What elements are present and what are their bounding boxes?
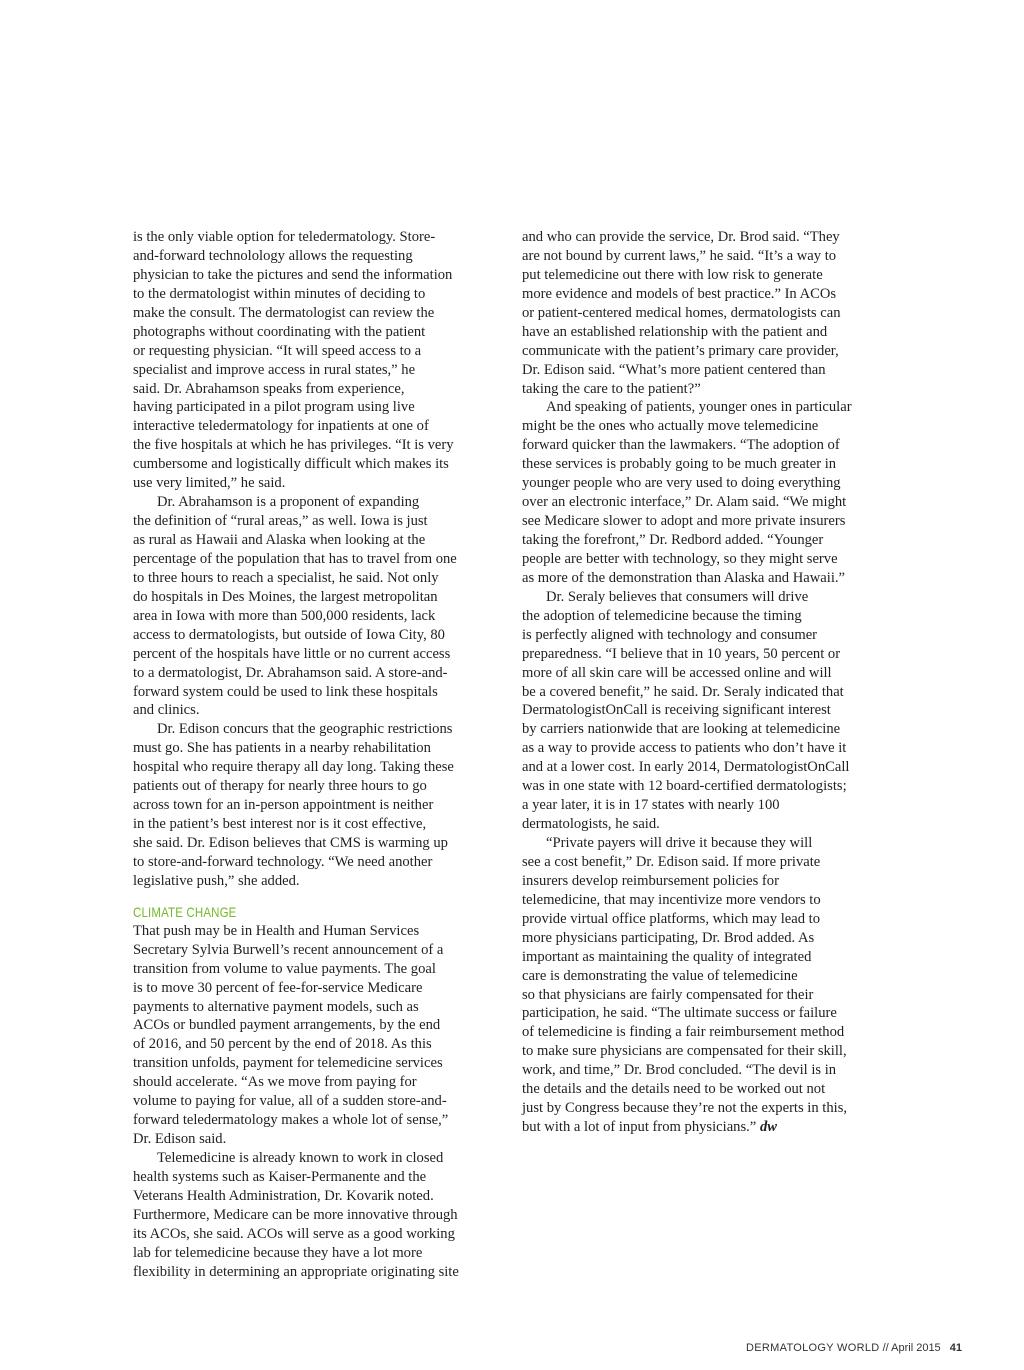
article-left-column [133, 228, 505, 1282]
line-text: people are better with technology, so they might serve [522, 550, 838, 567]
line-text: be a covered benefit,” he said. Dr. Seraly indicated that [522, 683, 844, 700]
line-text: is the only viable option for teledermatology. Store- [133, 229, 436, 245]
text-line [522, 531, 894, 550]
line-text: and clinics. [133, 702, 200, 719]
line-text: as rural as Hawaii and Alaska when looking at the [133, 532, 426, 548]
line-text: younger people who are very used to doing everything [522, 475, 841, 492]
line-text: but with a lot of input from physicians.” [522, 1119, 757, 1136]
line-text: work, and time,” Dr. Brod concluded. “The devil is in [522, 1062, 837, 1079]
line-text: DermatologistOnCall is receiving significant interest [522, 702, 831, 719]
line-text: taking the care to the patient?” [522, 380, 701, 397]
text-line [133, 1187, 505, 1206]
line-text: was in one state with 12 board-certified dermatologists; [522, 778, 847, 795]
issue-date: April 2015 [891, 1342, 941, 1354]
line-text: or patient-centered medical homes, dermatologists can [522, 304, 841, 321]
line-text: percentage of the population that has to travel from one [133, 550, 457, 567]
line-text: That push may be in Health and Human Services [133, 922, 420, 939]
line-text: having participated in a pilot program using live [133, 399, 415, 416]
line-text: to make sure physicians are compensated for their skill, [522, 1043, 847, 1060]
text-line [522, 550, 894, 569]
line-text: transition from volume to value payments. The goal [133, 960, 436, 977]
text-line [522, 910, 894, 929]
text-line [133, 1225, 505, 1244]
page-footer [746, 1342, 962, 1354]
text-line [133, 342, 505, 361]
line-text: provide virtual office platforms, which may lead to [522, 910, 821, 927]
text-line [133, 998, 505, 1017]
text-line [133, 361, 505, 380]
line-text: of telemedicine is finding a fair reimbursement method [522, 1024, 845, 1041]
line-text: ACOs or bundled payment arrangements, by the end [133, 1017, 441, 1034]
text-line [522, 588, 894, 607]
text-line [133, 1016, 505, 1035]
text-line [133, 285, 505, 304]
text-line [522, 948, 894, 967]
line-text: area in Iowa with more than 500,000 residents, lack [133, 607, 436, 624]
text-line [133, 777, 505, 796]
line-text: insurers develop reimbursement policies for [522, 872, 779, 889]
text-line [133, 853, 505, 872]
line-text: as a way to provide access to patients who don’t have it [522, 740, 847, 757]
text-line [133, 834, 505, 853]
text-line [133, 1168, 505, 1187]
line-text: participation, he said. “The ultimate success or failure [522, 1005, 837, 1022]
text-line [522, 986, 894, 1005]
text-line [522, 398, 894, 417]
line-text: lab for telemedicine because they have a lot more [133, 1244, 423, 1261]
line-text: the adoption of telemedicine because the timing [522, 607, 802, 624]
text-line [522, 474, 894, 493]
line-text: Dr. Seraly believes that consumers will drive [546, 588, 809, 605]
text-line [522, 967, 894, 986]
text-line [133, 323, 505, 342]
line-text: payments to alternative payment models, such as [133, 998, 419, 1015]
line-text: in the patient’s best interest nor is it cost effective, [133, 816, 427, 833]
line-text: access to dermatologists, but outside of Iowa City, 80 [133, 626, 445, 643]
text-line [133, 607, 505, 626]
text-line [133, 1244, 505, 1263]
text-line [133, 1263, 505, 1282]
text-line [522, 701, 894, 720]
text-line [133, 266, 505, 285]
text-line [522, 1042, 894, 1061]
line-text: Secretary Sylvia Burwell’s recent announcement of a [133, 941, 444, 958]
line-text: the five hospitals at which he has privileges. “It is very [133, 437, 454, 454]
text-line [133, 626, 505, 645]
line-text: to store-and-forward technology. “We need another [133, 853, 433, 870]
line-text: Dr. Edison said. “What’s more patient centered than [522, 361, 826, 378]
text-line [522, 720, 894, 739]
text-line [522, 512, 894, 531]
text-line [522, 380, 894, 399]
line-text: cumbersome and logistically difficult which makes its [133, 456, 449, 473]
text-line [133, 960, 505, 979]
text-line [522, 266, 894, 285]
line-text: to three hours to reach a specialist, he said. Not only [133, 569, 439, 586]
section-heading: CLIMATE CHANGE [133, 903, 237, 920]
text-line [133, 512, 505, 531]
text-line [522, 1118, 894, 1137]
line-text: so that physicians are fairly compensated for their [522, 986, 814, 1003]
line-text: volume to paying for value, all of a sudden store-and- [133, 1093, 447, 1110]
line-text: forward quicker than the lawmakers. “The adoption of [522, 437, 840, 454]
text-line [522, 323, 894, 342]
line-text: just by Congress because they’re not the experts in this, [522, 1100, 848, 1117]
text-line [522, 758, 894, 777]
line-text: patients out of therapy for nearly three hours to go [133, 778, 427, 795]
line-text: Dr. Edison concurs that the geographic restrictions [157, 721, 453, 738]
line-text: see Medicare slower to adopt and more private insurers [522, 513, 846, 530]
line-text: forward teledermatology makes a whole lot of sense,” [133, 1112, 449, 1129]
line-text: more evidence and models of best practice.” In ACOs [522, 285, 837, 302]
text-line [522, 1080, 894, 1099]
line-text: to the dermatologist within minutes of deciding to [133, 285, 426, 302]
text-line [522, 1099, 894, 1118]
text-line [133, 1092, 505, 1111]
text-line [522, 739, 894, 758]
line-text: and who can provide the service, Dr. Brod said. “They [522, 229, 840, 245]
text-line [133, 247, 505, 266]
text-line [133, 796, 505, 815]
line-text: should accelerate. “As we move from paying for [133, 1074, 417, 1091]
line-text: interactive teledermatology for inpatients at one of [133, 418, 429, 435]
line-text: over an electronic interface,” Dr. Alam said. “We might [522, 494, 847, 511]
line-text: And speaking of patients, younger ones in particular [546, 399, 852, 416]
line-text: as more of the demonstration than Alaska and Hawaii.” [522, 569, 845, 586]
line-text: the definition of “rural areas,” as well. Iowa is just [133, 513, 428, 530]
text-line [133, 588, 505, 607]
text-line [133, 941, 505, 960]
text-line [133, 1206, 505, 1225]
text-line [133, 739, 505, 758]
line-text: said. Dr. Abrahamson speaks from experience, [133, 380, 405, 397]
line-text: taking the forefront,” Dr. Redbord added. “Younger [522, 532, 824, 548]
text-line [522, 228, 894, 247]
line-text: photographs without coordinating with the patient [133, 323, 426, 340]
text-line [522, 853, 894, 872]
text-line [522, 777, 894, 796]
line-text: forward system could be used to link these hospitals [133, 683, 438, 700]
line-text: by carriers nationwide that are looking at telemedicine [522, 721, 841, 738]
text-line [133, 455, 505, 474]
line-text: is perfectly aligned with technology and consumer [522, 626, 818, 643]
text-line [522, 891, 894, 910]
line-text: and at a lower cost. In early 2014, DermatologistOnCall [522, 759, 850, 776]
line-text: preparedness. “I believe that in 10 years, 50 percent or [522, 645, 841, 662]
line-text: Telemedicine is already known to work in closed [157, 1150, 444, 1166]
text-line [133, 436, 505, 455]
line-text: Veterans Health Administration, Dr. Kovarik noted. [133, 1187, 434, 1204]
text-line [133, 550, 505, 569]
line-text: these services is probably going to be much greater in [522, 456, 837, 473]
text-line [522, 796, 894, 815]
text-line [133, 304, 505, 323]
line-text: legislative push,” she added. [133, 872, 300, 889]
text-line [133, 1073, 505, 1092]
text-line [522, 664, 894, 683]
text-line [133, 872, 505, 891]
line-text: Dr. Abrahamson is a proponent of expanding [157, 494, 420, 511]
text-line [522, 569, 894, 588]
line-text: are not bound by current laws,” he said. “It’s a way to [522, 247, 837, 264]
line-text: telemedicine, that may incentivize more vendors to [522, 891, 821, 908]
text-line [522, 361, 894, 380]
text-line [522, 455, 894, 474]
text-line [522, 607, 894, 626]
line-text: a year later, it is in 17 states with nearly 100 [522, 797, 780, 814]
line-text: specialist and improve access in rural states,” he [133, 361, 416, 378]
line-text: make the consult. The dermatologist can review the [133, 304, 435, 321]
text-line [133, 1149, 505, 1168]
line-text: communicate with the patient’s primary care provider, [522, 342, 839, 359]
publication-name: DERMATOLOGY WORLD [746, 1342, 880, 1354]
line-text: put telemedicine out there with low risk to generate [522, 266, 823, 283]
line-text: of 2016, and 50 percent by the end of 2018. As this [133, 1036, 432, 1053]
text-line [133, 664, 505, 683]
text-line [133, 228, 505, 247]
text-line [522, 247, 894, 266]
line-text: the details and the details need to be worked out not [522, 1081, 826, 1098]
line-text: to a dermatologist, Dr. Abrahamson said. A store-and- [133, 664, 448, 681]
text-line [133, 683, 505, 702]
text-line [133, 1111, 505, 1130]
line-text: must go. She has patients in a nearby rehabilitation [133, 740, 431, 757]
text-line [522, 1061, 894, 1080]
text-line [522, 1023, 894, 1042]
text-line [522, 493, 894, 512]
text-line [522, 436, 894, 455]
line-text: she said. Dr. Edison believes that CMS is warming up [133, 835, 448, 851]
line-text: important as maintaining the quality of integrated [522, 948, 812, 965]
text-line [522, 1004, 894, 1023]
line-text: physician to take the pictures and send the information [133, 266, 453, 283]
line-text: is to move 30 percent of fee-for-service Medicare [133, 979, 423, 996]
line-text: more physicians participating, Dr. Brod added. As [522, 929, 815, 946]
line-text: or requesting physician. “It will speed access to a [133, 342, 422, 359]
line-text: dermatologists, he said. [522, 816, 660, 833]
article-right-column [522, 228, 894, 1137]
text-line [522, 417, 894, 436]
text-line [133, 1130, 505, 1149]
text-line [133, 758, 505, 777]
text-line [522, 683, 894, 702]
text-line [133, 417, 505, 436]
text-line [522, 815, 894, 834]
line-text: “Private payers will drive it because they will [546, 835, 813, 851]
text-line [522, 304, 894, 323]
text-line [133, 493, 505, 512]
text-line [133, 720, 505, 739]
text-line [133, 398, 505, 417]
text-line [133, 1035, 505, 1054]
line-text: Dr. Edison said. [133, 1131, 227, 1148]
line-text: transition unfolds, payment for telemedicine services [133, 1055, 443, 1072]
signature-mark: dw [759, 1119, 777, 1136]
text-line [133, 569, 505, 588]
text-line [133, 922, 505, 941]
text-line [133, 645, 505, 664]
line-text: hospital who require therapy all day long. Taking these [133, 759, 454, 776]
text-line [133, 979, 505, 998]
line-text: see a cost benefit,” Dr. Edison said. If more private [522, 853, 821, 870]
text-line [522, 285, 894, 304]
text-line [133, 815, 505, 834]
line-text: more of all skin care will be accessed online and will [522, 664, 832, 681]
line-text: health systems such as Kaiser-Permanente and the [133, 1168, 427, 1185]
line-text: flexibility in determining an appropriate originating site [133, 1263, 459, 1280]
line-text: might be the ones who actually move telemedicine [522, 418, 819, 435]
text-line [133, 380, 505, 399]
footer-separator: // [882, 1342, 889, 1354]
line-text: its ACOs, she said. ACOs will serve as a good working [133, 1225, 455, 1242]
text-line [522, 872, 894, 891]
line-text: across town for an in-person appointment is neither [133, 797, 434, 814]
line-text: and-forward technolology allows the requesting [133, 247, 413, 264]
text-line [133, 474, 505, 493]
text-line [133, 531, 505, 550]
text-line [522, 342, 894, 361]
text-line [133, 701, 505, 720]
line-text: use very limited,” he said. [133, 475, 286, 492]
text-line [133, 1054, 505, 1073]
text-line [522, 834, 894, 853]
text-line [522, 929, 894, 948]
line-text: have an established relationship with the patient and [522, 323, 828, 340]
text-line [522, 645, 894, 664]
page-number: 41 [949, 1342, 962, 1354]
line-text: percent of the hospitals have little or no current access [133, 645, 451, 662]
line-text: do hospitals in Des Moines, the largest metropolitan [133, 588, 438, 605]
text-line [522, 626, 894, 645]
line-text: Furthermore, Medicare can be more innovative through [133, 1206, 458, 1223]
line-text: care is demonstrating the value of telemedicine [522, 967, 798, 984]
